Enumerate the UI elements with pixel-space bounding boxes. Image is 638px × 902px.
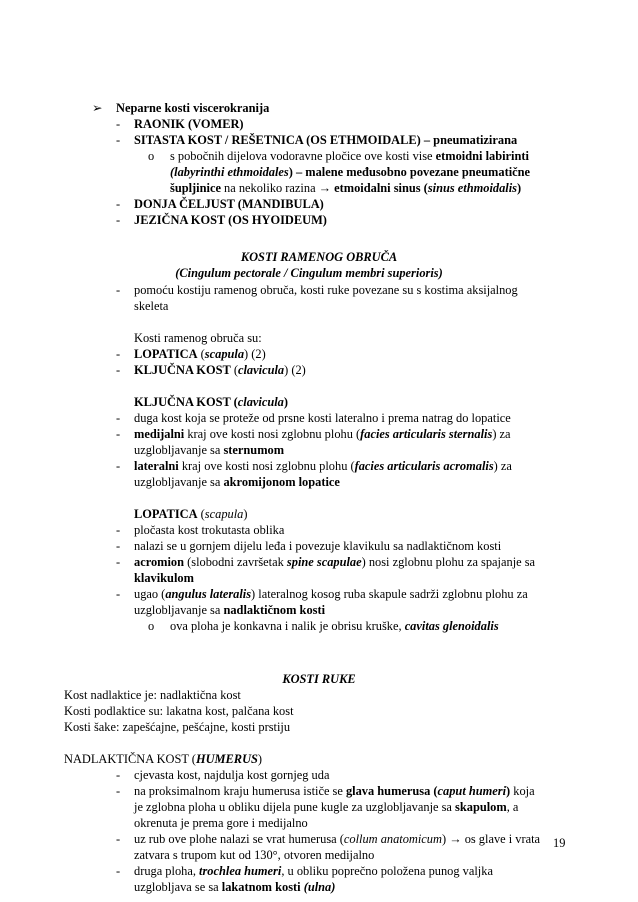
- paragraph-line: Kost nadlaktice je: nadlaktična kost: [64, 688, 241, 702]
- paragraph-line: pomoću kostiju ramenog obruča, kosti ruke povezane su s kostima aksijalnog: [134, 283, 518, 297]
- paragraph-line: nalazi se u gornjem dijelu leđa i povezuje klavikulu sa nadlaktičnom kosti: [134, 539, 502, 553]
- dash-bullet: -: [116, 523, 121, 537]
- paragraph-line: druga ploha, trochlea humeri, u obliku poprečno položena punog valjka: [134, 864, 493, 878]
- dash-bullet: -: [116, 587, 121, 601]
- dash-bullet: -: [116, 427, 121, 441]
- dash-bullet: -: [116, 832, 121, 846]
- subsection-heading-humerus: NADLAKTIČNA KOST (HUMERUS): [64, 752, 263, 766]
- section-title-viscerokranij: Neparne kosti viscerokranija: [116, 101, 270, 115]
- paragraph-line: zatvara s trupom kut od 130°, otvoren medijalno: [134, 848, 375, 862]
- paragraph-line: ugao (angulus lateralis) lateralnog kosog ruba skapule sadrži zglobnu plohu za: [134, 587, 528, 601]
- paragraph-line: uz rub ove plohe nalazi se vrat humerusa (collum anatomicum) → os glave i vrata: [134, 832, 541, 846]
- dash-bullet: -: [116, 864, 121, 878]
- paragraph-line: Kosti šake: zapešćajne, pešćajne, kosti prstiju: [64, 720, 291, 734]
- section-heading-ramenog-obruca: KOSTI RAMENOG OBRUČA: [240, 250, 398, 264]
- paragraph-line: uzglobljavanje sa akromijonom lopatice: [134, 475, 340, 489]
- dash-bullet: -: [116, 133, 121, 147]
- circle-bullet: o: [148, 149, 155, 163]
- paragraph-line: acromion (slobodni završetak spine scapulae) nosi zglobnu plohu za spajanje sa: [134, 555, 536, 569]
- dash-bullet: -: [116, 459, 121, 473]
- paragraph-line: cjevasta kost, najdulja kost gornjeg uda: [134, 768, 330, 782]
- list-item-mandibula: DONJA ČELJUST (MANDIBULA): [134, 197, 324, 211]
- list-item-hyoideum: JEZIČNA KOST (OS HYOIDEUM): [134, 213, 327, 227]
- paragraph-line: pločasta kost trokutasta oblika: [134, 523, 285, 537]
- sub-item-line: s pobočnih dijelova vodoravne pločice ove kosti vise etmoidni labirinti: [170, 149, 529, 163]
- dash-bullet: -: [116, 784, 121, 798]
- list-item-kljucna: KLJUČNA KOST (clavicula) (2): [134, 363, 306, 377]
- dash-bullet: -: [116, 411, 121, 425]
- dash-bullet: -: [116, 197, 121, 211]
- page-number: 19: [553, 836, 566, 850]
- list-item-vomer: RAONIK (VOMER): [134, 117, 244, 131]
- dash-bullet: -: [116, 283, 121, 297]
- arrow-bullet-icon: ➢: [92, 101, 103, 115]
- paragraph-line: na proksimalnom kraju humerusa ističe se glava humerusa (caput humeri) koja: [134, 784, 535, 798]
- list-item-lopatica: LOPATICA (scapula) (2): [134, 347, 266, 361]
- dash-bullet: -: [116, 117, 121, 131]
- paragraph-line: medijalni kraj ove kosti nosi zglobnu plohu (facies articularis sternalis) za: [134, 427, 511, 441]
- list-item-ethmoidale: SITASTA KOST / REŠETNICA (OS ETHMOIDALE) – pneumatizirana: [134, 133, 518, 147]
- circle-bullet: o: [148, 619, 155, 633]
- paragraph-line: uzglobljavanje sa sternumom: [134, 443, 285, 457]
- arrow-right-icon: →: [318, 181, 332, 195]
- paragraph-line: duga kost koja se proteže od prsne kosti lateralno i prema natrag do lopatice: [134, 411, 511, 425]
- dash-bullet: -: [116, 363, 121, 377]
- paragraph-line: klavikulom: [134, 571, 194, 585]
- sub-item-line: šupljinice na nekoliko razina → etmoidalni sinus (sinus ethmoidalis): [170, 181, 522, 195]
- subsection-heading-scapula: LOPATICA (scapula): [134, 507, 248, 521]
- paragraph-line: okrenuta je prema gore i medijalno: [134, 816, 308, 830]
- arrow-right-icon: →: [449, 832, 462, 846]
- paragraph-line: Kosti podlaktice su: lakatna kost, palčana kost: [64, 704, 294, 718]
- dash-bullet: -: [116, 213, 121, 227]
- dash-bullet: -: [116, 555, 121, 569]
- section-subheading: (Cingulum pectorale / Cingulum membri superioris): [175, 266, 443, 280]
- subsection-heading-clavicula: KLJUČNA KOST (clavicula): [134, 395, 288, 409]
- sub-item-line: ova ploha je konkavna i nalik je obrisu kruške, cavitas glenoidalis: [170, 619, 499, 633]
- paragraph-line: uzglobljavanje sa nadlaktičnom kosti: [134, 603, 326, 617]
- paragraph-line: skeleta: [134, 299, 169, 313]
- dash-bullet: -: [116, 347, 121, 361]
- dash-bullet: -: [116, 768, 121, 782]
- paragraph-line: lateralni kraj ove kosti nosi zglobnu plohu (facies articularis acromalis) za: [134, 459, 512, 473]
- list-intro: Kosti ramenog obruča su:: [134, 331, 262, 345]
- section-heading-kosti-ruke: KOSTI RUKE: [282, 672, 356, 686]
- paragraph-line: uzglobljava se sa lakatnom kosti (ulna): [134, 880, 336, 894]
- paragraph-line: je zglobna ploha u obliku dijela pune kugle za uzglobljavanje sa skapulom, a: [134, 800, 519, 814]
- dash-bullet: -: [116, 539, 121, 553]
- sub-item-line: (labyrinthi ethmoidales) – malene međusobno povezane pneumatične: [170, 165, 531, 179]
